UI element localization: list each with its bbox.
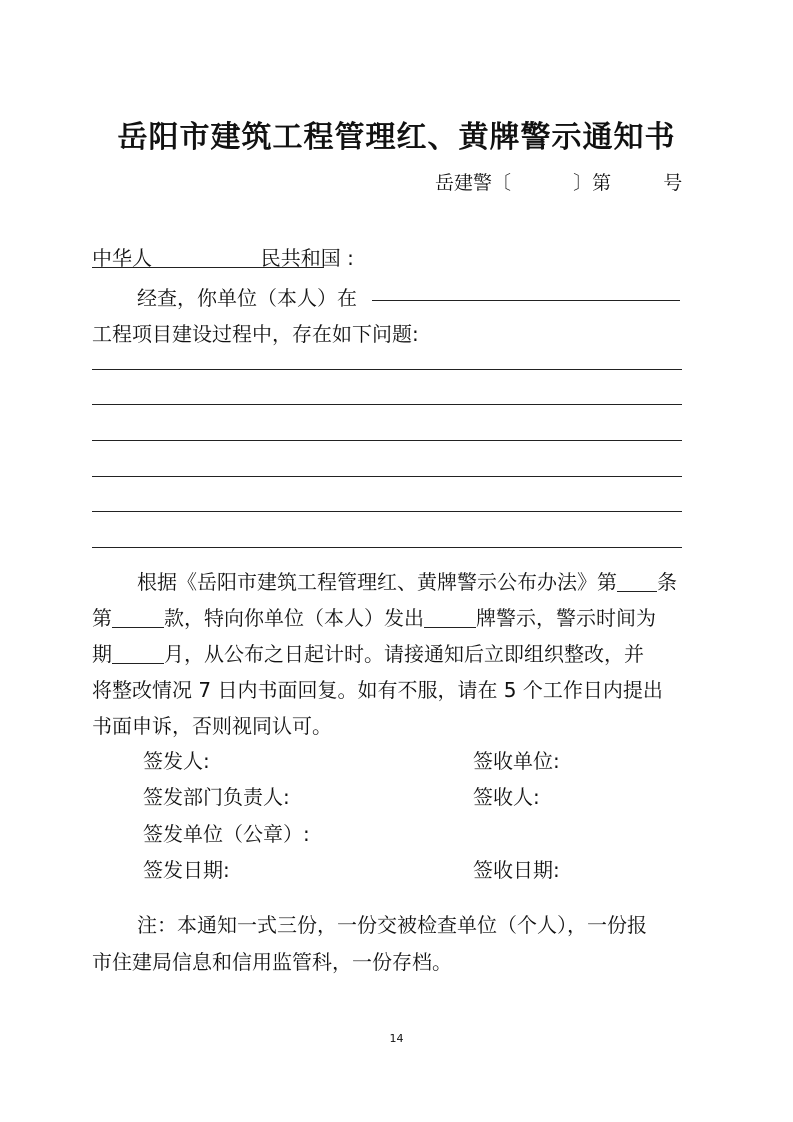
- page-number: 14: [389, 1032, 404, 1045]
- para-l2-c: 牌警示，警示时间为: [476, 606, 656, 630]
- addressee-underline: [92, 267, 324, 268]
- para-l2-a: 第: [92, 606, 112, 630]
- para-l3-b: 月，从公布之日起计时。请接通知后立即组织整改，并: [164, 642, 644, 666]
- period-blank: [112, 643, 164, 664]
- addressee-part1: 中华人: [92, 246, 152, 270]
- document-number: [435, 168, 682, 195]
- receiving-unit-label: 签收单位:: [473, 749, 560, 773]
- receive-date-label: 签收日期:: [473, 858, 560, 882]
- issuer-label: 签发人:: [143, 749, 210, 773]
- issuing-unit-label: 签发单位（公章）:: [143, 822, 310, 846]
- addressee-colon: :: [347, 246, 354, 270]
- problem-line: [92, 369, 682, 370]
- note-line-1: 注：本通知一式三份，一份交被检查单位（个人），一份报: [137, 913, 647, 937]
- clause-blank: [112, 607, 164, 628]
- issue-date-label: 签发日期:: [143, 858, 230, 882]
- addressee-part2: 民共和国: [260, 246, 341, 270]
- document-title: 岳阳市建筑工程管理红、黄牌警示通知书: [117, 120, 676, 155]
- para-l3-a: 期: [92, 642, 112, 666]
- card-color-blank: [424, 607, 476, 628]
- doc-number-prefix: 岳建警〔: [435, 172, 512, 194]
- dept-head-label: 签发部门负责人:: [143, 785, 290, 809]
- problem-line: [92, 440, 682, 441]
- problem-line: [92, 547, 682, 548]
- intro-line-2: 工程项目建设过程中，存在如下问题:: [92, 322, 419, 346]
- doc-number-middle: 〕第: [573, 172, 612, 194]
- receiver-label: 签收人:: [473, 785, 540, 809]
- para-l2-b: 款，特向你单位（本人）发出: [164, 606, 424, 630]
- para-line-5: 书面申诉，否则视同认可。: [92, 714, 332, 738]
- article-blank: [617, 571, 657, 592]
- problem-line: [92, 511, 682, 512]
- problem-line: [92, 404, 682, 405]
- project-name-line: [372, 300, 680, 301]
- para-line-1: [137, 566, 677, 595]
- para-line-4: 将整改情况 7 日内书面回复。如有不服，请在 5 个工作日内提出: [92, 678, 663, 702]
- problem-line: [92, 476, 682, 477]
- para-line-2: [92, 602, 656, 631]
- para-l1-b: 条: [657, 570, 677, 594]
- para-l1-a: 根据《岳阳市建筑工程管理红、黄牌警示公布办法》第: [137, 570, 617, 594]
- intro-line-1: 经查，你单位（本人）在: [137, 286, 357, 310]
- doc-number-suffix: 号: [663, 172, 683, 194]
- para-line-3: [92, 638, 644, 667]
- note-line-2: 市住建局信息和信用监管科，一份存档。: [92, 950, 452, 974]
